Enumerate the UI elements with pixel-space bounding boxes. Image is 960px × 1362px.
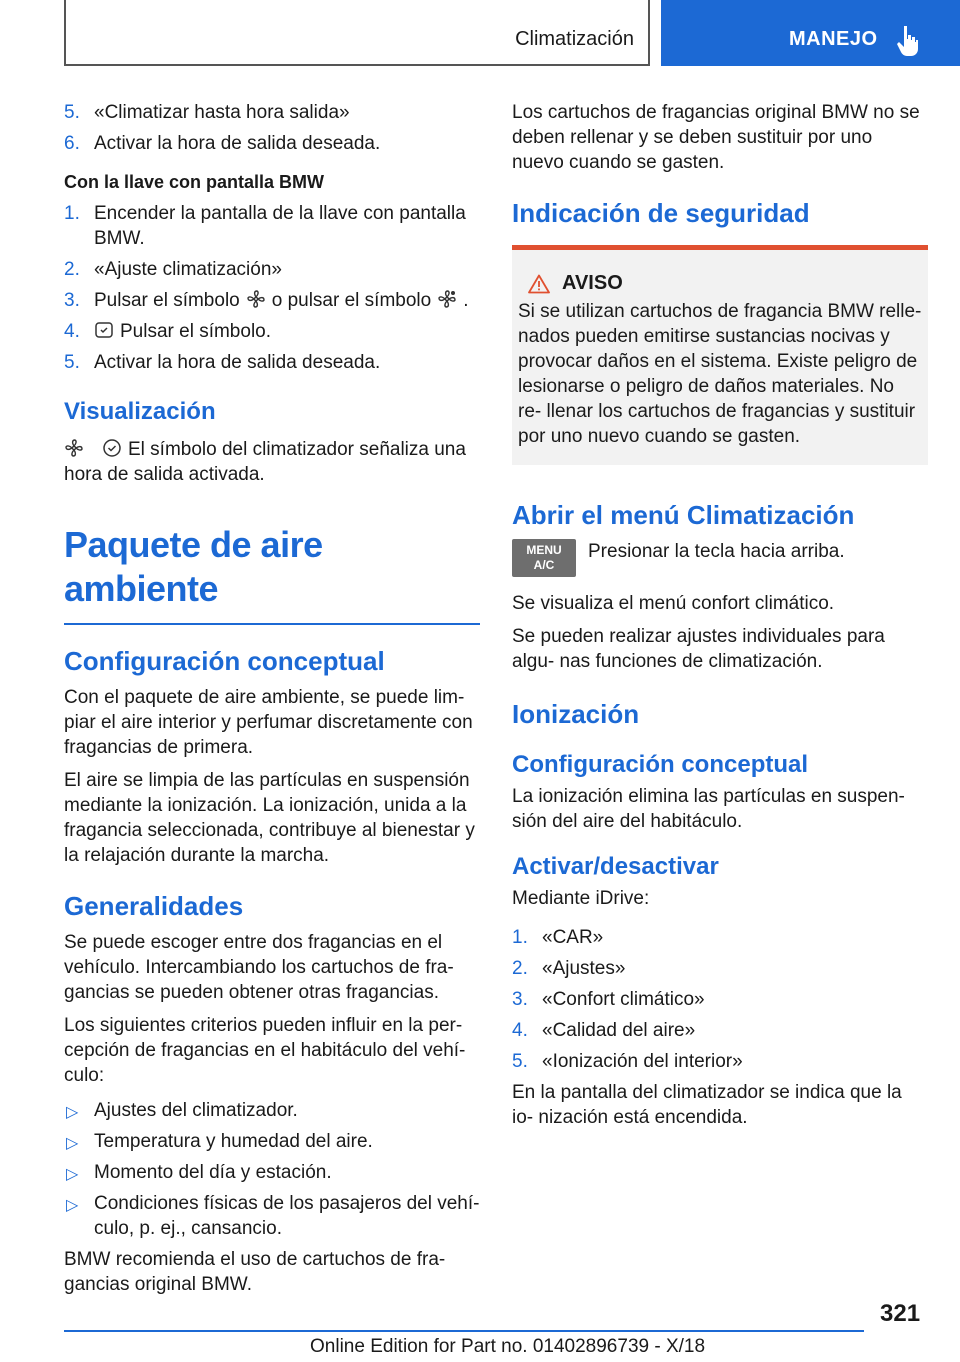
intro-paragraph: Los cartuchos de fragancias original BMW no se deben rellenar y se deben sustituir por uno nuevo cuando se gasten. (512, 102, 920, 173)
warning-label: AVISO (562, 272, 623, 294)
general-paragraph-1: Se puede escoger entre dos fragancias en el vehículo. Intercambiando los cartuchos de fra‐ gancias se pueden obtener otras fragancias. (64, 932, 454, 1003)
warning-triangle-icon (528, 274, 550, 294)
list-item: 2. «Ajustes» (512, 958, 626, 979)
list-item: ▷ Temperatura y humedad del aire. (64, 1129, 480, 1154)
list-item: 6. Activar la hora de salida deseada. (64, 133, 381, 154)
ion-heading: Ionización (512, 699, 640, 729)
fan-auto-icon (437, 289, 457, 309)
activar-text: Mediante iDrive: (512, 888, 650, 909)
list-item: 1. «CAR» (512, 927, 604, 948)
menu-press-text: Presionar la tecla hacia arriba. (588, 541, 845, 562)
list-item: ▷ Ajustes del climatizador. (64, 1098, 480, 1123)
list-item: 1. Encender la pantalla de la llave con pantalla BMW. (64, 203, 466, 249)
header-chapter-box (661, 0, 960, 66)
page-number: 321 (880, 1300, 921, 1327)
list-item: 2. «Ajuste climatización» (64, 259, 282, 280)
menu-ac-button-image: MENU A/C (512, 539, 576, 577)
paquete-title: Paquete de aire ambiente (64, 524, 323, 609)
menu-instruction (512, 539, 928, 577)
warning-title (528, 272, 922, 295)
general-heading: Generalidades (64, 891, 244, 921)
title-divider (64, 623, 480, 625)
right-column (512, 100, 928, 1138)
menu-paragraph-1: Se visualiza el menú confort climático. (512, 593, 835, 614)
menu-heading: Abrir el menú Climatización (512, 500, 855, 530)
climatizar-steps (64, 100, 480, 156)
list-item: 5. Activar la hora de salida deseada. (64, 352, 381, 373)
list-item: 4. Pulsar el símbolo. (64, 321, 272, 342)
footer-divider (64, 1330, 864, 1332)
general-paragraph-3: BMW recomienda el uso de cartuchos de fra‐ gancias original BMW. (64, 1249, 446, 1295)
seguridad-heading: Indicación de seguridad (512, 198, 810, 228)
config-paragraph-1: Con el paquete de aire ambiente, se puede lim‐ piar el aire interior y perfumar discretamente con fragancias de primera. (64, 687, 473, 758)
timer-icon (94, 320, 114, 340)
list-item: 5. «Ionización del interior» (512, 1051, 743, 1072)
header-chapter-title: MANEJO (789, 28, 878, 50)
final-paragraph: En la pantalla del climatizador se indica que la io‐ nización está encendida. (512, 1082, 902, 1128)
key-display-subtitle: Con la llave con pantalla BMW (64, 172, 325, 192)
triangle-bullet-icon: ▷ (66, 1197, 79, 1214)
criteria-list (64, 1098, 480, 1241)
warning-box (512, 245, 928, 465)
visualizacion-paragraph: El símbolo del climatizador señaliza una hora de salida activada. (64, 439, 466, 485)
list-item: 3. «Confort climático» (512, 989, 705, 1010)
ion-config-text: La ionización elimina las partículas en suspen‐ sión del aire del habitáculo. (512, 786, 905, 832)
config-heading: Configuración conceptual (64, 646, 385, 676)
list-item: ▷ Condiciones físicas de los pasajeros del vehí‐ culo, p. ej., cansancio. (66, 1193, 480, 1239)
hand-pointer-icon (897, 24, 919, 56)
menu-paragraph-2: Se pueden realizar ajustes individuales para algu‐ nas funciones de climatización. (512, 626, 885, 672)
activar-heading: Activar/desactivar (512, 853, 719, 880)
general-paragraph-2: Los siguientes criterios pueden influir en la per‐ cepción de fragancias en el habitáculo del vehí‐ culo: (64, 1015, 466, 1086)
clock-check-icon (102, 438, 122, 458)
visualizacion-heading: Visualización (64, 398, 216, 425)
fan-icon (64, 438, 84, 458)
list-item: 4. «Calidad del aire» (512, 1020, 696, 1041)
triangle-bullet-icon: ▷ (66, 1135, 79, 1152)
triangle-bullet-icon: ▷ (66, 1104, 79, 1121)
header-section-box (64, 0, 650, 66)
left-column (64, 100, 480, 1305)
fan-icon (246, 289, 266, 309)
list-item: ▷ Momento del día y estación. (64, 1160, 480, 1185)
page-header (0, 0, 960, 66)
idrive-steps (512, 925, 928, 1074)
ion-config-heading: Configuración conceptual (512, 751, 809, 778)
list-item: 3. Pulsar el símbolo o pulsar el símbolo . (64, 290, 469, 311)
key-display-steps (64, 201, 480, 375)
header-section-title: Climatización (515, 28, 634, 50)
config-paragraph-2: El aire se limpia de las partículas en suspensión mediante la ionización. La ionización, unida a la fragancia seleccionada, contribuye al bienestar y la relajación durante la marcha. (64, 770, 475, 866)
triangle-bullet-icon: ▷ (66, 1166, 79, 1183)
warning-text: Si se utilizan cartuchos de fragancia BMW relle‐ nados pueden emitirse sustancias nocivas y provocar daños en el sistema. Existe peligro de lesionarse o peligro de daños materiales. No re‐ llenar los cartuchos de fragancias y sustituir por uno nuevo cuando se gasten. (518, 301, 922, 447)
list-item: 5. «Climatizar hasta hora salida» (64, 102, 350, 123)
footer-edition: Online Edition for Part no. 01402896739 - X/18 (310, 1336, 706, 1357)
